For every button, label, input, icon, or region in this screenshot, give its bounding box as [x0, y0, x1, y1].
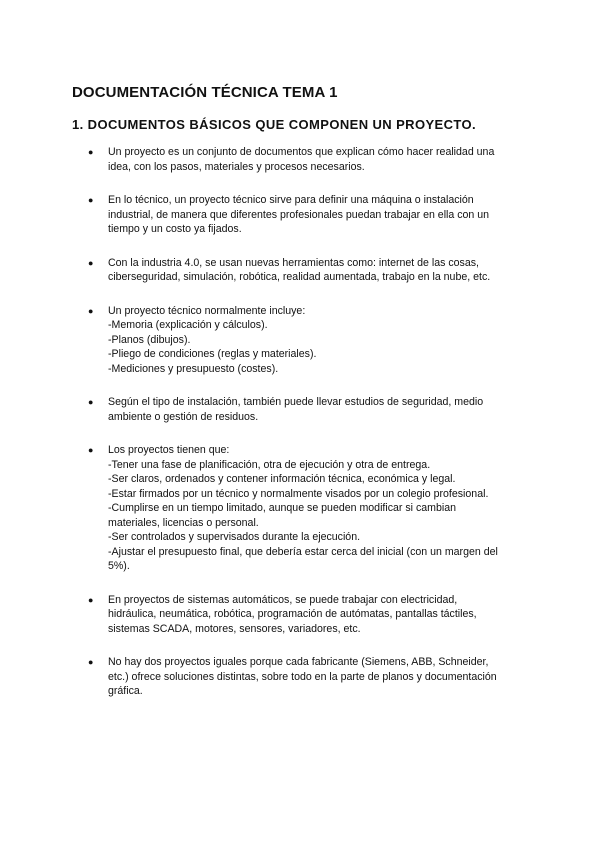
text-line: industrial, de manera que diferentes profesionales puedan trabajar en ella con un: [108, 208, 490, 221]
text-line: tiempo y un costo ya fijados.: [108, 223, 242, 235]
list-item: [0, 655, 600, 699]
text-line: gráfica.: [108, 685, 143, 697]
bullet-point-icon: ●: [88, 195, 94, 205]
bullet-point-icon: ●: [88, 257, 94, 268]
bullet-text: [108, 655, 528, 699]
text-line: -Estar firmados por un técnico y normalmente visados por un colegio profesional.: [108, 487, 489, 500]
text-line: sistemas SCADA, motores, sensores, variadores, etc.: [108, 622, 361, 635]
text-line: ambiente o gestión de residuos.: [108, 410, 259, 423]
bullet-point-icon: ●: [88, 594, 94, 605]
bullet-point-icon: ●: [88, 397, 94, 407]
list-item: [0, 256, 600, 285]
bullet-point-icon: ●: [88, 657, 94, 667]
bullet-list: [0, 145, 600, 718]
text-line: 5%).: [108, 560, 130, 572]
text-line: -Tener una fase de planificación, otra de ejecución y otra de entrega.: [108, 458, 431, 471]
list-item: [0, 145, 600, 174]
text-line: -Memoria (explicación y cálculos).: [108, 319, 268, 331]
list-item: [0, 193, 600, 237]
text-line: Un proyecto técnico normalmente incluye:: [108, 304, 306, 317]
bullet-point-icon: ●: [88, 147, 94, 157]
text-line: -Ser controlados y supervisados durante la ejecución.: [108, 531, 361, 543]
bullet-text: [108, 593, 528, 637]
bullet-text: [108, 304, 528, 377]
text-line: -Ser claros, ordenados y contener información técnica, económica y legal.: [108, 473, 456, 485]
text-line: No hay dos proyectos iguales porque cada fabricante (Siemens, ABB, Schneider,: [108, 656, 489, 668]
text-line: hidráulica, neumática, robótica, programación de autómatas, pantallas táctiles,: [108, 608, 477, 620]
text-line: Un proyecto es un conjunto de documentos que explican cómo hacer realidad una: [108, 146, 495, 158]
text-line: -Pliego de condiciones (reglas y materiales).: [108, 348, 317, 360]
text-line: Según el tipo de instalación, también puede llevar estudios de seguridad, medio: [108, 396, 484, 408]
text-line: -Cumplirse en un tiempo limitado, aunque se pueden modificar si cambian: [108, 502, 457, 514]
list-item: [0, 395, 600, 424]
text-line: materiales, licencias o personal.: [108, 516, 259, 529]
list-item: [0, 593, 600, 637]
bullet-text: [108, 193, 528, 237]
text-line: Con la industria 4.0, se usan nuevas herramientas como: internet de las cosas,: [108, 256, 479, 269]
text-line: En lo técnico, un proyecto técnico sirve para definir una máquina o instalación: [108, 194, 474, 206]
text-line: etc.) ofrece soluciones distintas, sobre todo en la parte de planos y documentación: [108, 670, 497, 683]
text-line: En proyectos de sistemas automáticos, se puede trabajar con electricidad,: [108, 593, 458, 606]
list-item: [0, 443, 600, 574]
text-line: idea, con los pasos, materiales y procesos necesarios.: [108, 160, 365, 173]
list-item: [0, 304, 600, 377]
text-line: Los proyectos tienen que:: [108, 444, 230, 456]
text-line: -Mediciones y presupuesto (costes).: [108, 362, 279, 375]
bullet-text: [108, 145, 528, 174]
bullet-text: [108, 443, 528, 574]
bullet-text: [108, 395, 528, 424]
bullet-point-icon: ●: [88, 445, 94, 455]
text-line: -Ajustar el presupuesto final, que debería estar cerca del inicial (con un margen del: [108, 545, 498, 558]
document-title: DOCUMENTACIÓN TÉCNICA TEMA 1: [72, 84, 338, 101]
text-line: ciberseguridad, simulación, robótica, realidad aumentada, trabajo en la nube, etc.: [108, 271, 491, 283]
section-heading: 1. DOCUMENTOS BÁSICOS QUE COMPONEN UN PROYECTO.: [72, 117, 477, 132]
bullet-text: [108, 256, 528, 285]
bullet-point-icon: ●: [88, 305, 94, 316]
text-line: -Planos (dibujos).: [108, 333, 191, 346]
